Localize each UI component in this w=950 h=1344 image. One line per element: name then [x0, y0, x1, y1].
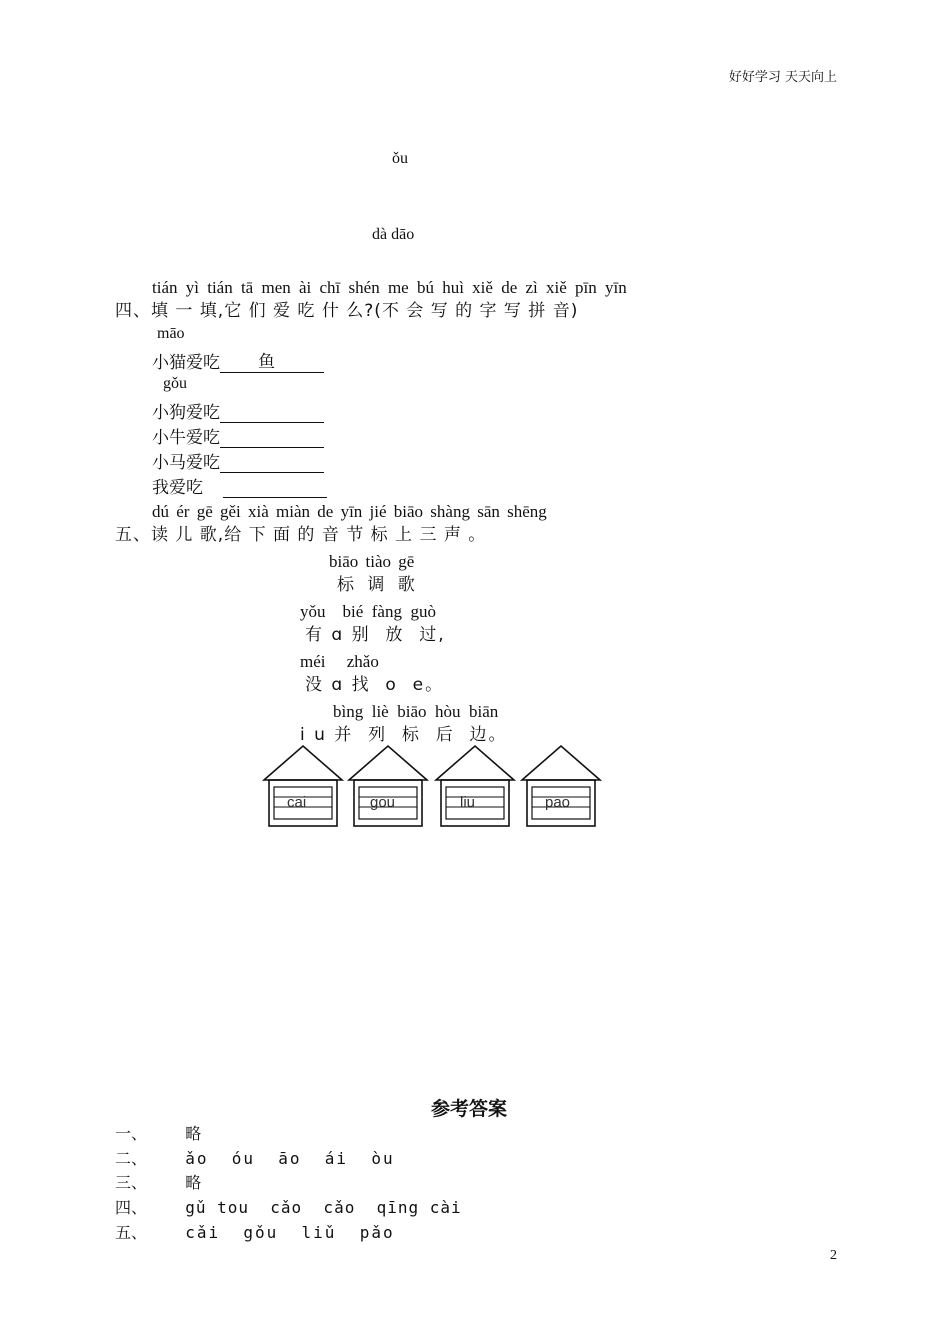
answer-number: 三、	[115, 1173, 148, 1192]
house-gou	[349, 746, 427, 826]
answer-blank[interactable]	[220, 454, 324, 473]
song-line-3: i u 并 列 标 后 边。	[300, 725, 508, 745]
fill-item-horse	[152, 448, 324, 473]
fill-item-label: 小牛爱吃	[152, 428, 220, 448]
section5-pinyin: dú ér gē gěi xià miàn de yīn jié biāo shàng sān shēng	[152, 502, 547, 521]
houses-illustration	[260, 740, 610, 835]
fill-item-label: 我爱吃	[152, 478, 203, 498]
answer-row-3	[115, 1170, 201, 1193]
answer-row-2	[115, 1146, 395, 1169]
item-pinyin-mao: māo	[157, 325, 185, 342]
answer-row-1	[115, 1121, 201, 1144]
fill-item-cow	[152, 423, 324, 448]
pinyin-fragment-da-dao: dà dāo	[372, 226, 415, 243]
house-syllable-text: gou	[370, 794, 396, 811]
page-number: 2	[830, 1248, 837, 1263]
fill-item-cat	[152, 348, 324, 373]
answer-blank[interactable]	[220, 429, 324, 448]
house-cai	[264, 746, 342, 826]
fill-item-label: 小狗爱吃	[152, 403, 220, 423]
answer-text: 略	[185, 1124, 202, 1143]
house-liu	[436, 746, 514, 826]
fill-item-me	[152, 473, 327, 498]
answer-text: cǎi gǒu liǔ pǎo	[185, 1223, 395, 1242]
song-line-2: 没 ɑ 找 o e。	[305, 675, 445, 695]
fill-item-label: 小猫爱吃	[152, 353, 220, 373]
fill-item-label: 小马爱吃	[152, 453, 220, 473]
pinyin-fragment-ou: ǒu	[392, 150, 408, 167]
page-header-slogan: 好好学习 天天向上	[728, 70, 837, 85]
house-syllable-text: pao	[545, 794, 571, 811]
song-line-3-pinyin: bìng liè biāo hòu biān	[333, 702, 499, 721]
section4-pinyin: tián yì tián tā men ài chī shén me bú huì xiě de zì xiě pīn yīn	[152, 278, 627, 297]
house-pao	[522, 746, 600, 826]
song-line-1-pinyin: yǒu bié fàng guò	[300, 602, 436, 621]
item-pinyin-gou: gǒu	[163, 375, 187, 392]
answer-text: 略	[185, 1173, 202, 1192]
answer-text: 鱼	[258, 352, 275, 372]
answer-row-5	[115, 1220, 395, 1243]
answer-number: 二、	[115, 1149, 148, 1168]
fill-item-dog	[152, 398, 324, 423]
answer-number: 五、	[115, 1223, 148, 1242]
answer-row-4	[115, 1195, 462, 1218]
syllable-houses	[260, 740, 610, 835]
answer-blank[interactable]	[220, 404, 324, 423]
answer-blank[interactable]	[220, 354, 324, 373]
answer-number: 一、	[115, 1124, 148, 1143]
answer-number: 四、	[115, 1198, 148, 1217]
song-title: 标 调 歌	[337, 575, 419, 595]
house-syllable-text: liu	[460, 794, 476, 811]
song-title-pinyin: biāo tiào gē	[329, 552, 415, 571]
song-line-2-pinyin: méi zhǎo	[300, 652, 379, 671]
answers-title: 参考答案	[431, 1098, 508, 1120]
answer-text: gǔ tou cǎo cǎo qīng cài	[185, 1198, 462, 1217]
section5-title: 五、读 儿 歌,给 下 面 的 音 节 标 上 三 声 。	[115, 525, 487, 545]
song-line-1: 有 ɑ 别 放 过,	[305, 625, 446, 645]
answer-text: ǎo óu āo ái òu	[185, 1149, 395, 1168]
section4-title: 四、填 一 填,它 们 爱 吃 什 么?(不 会 写 的 字 写 拼 音)	[115, 301, 579, 321]
answer-blank[interactable]	[223, 479, 327, 498]
house-syllable-text: cai	[287, 794, 307, 811]
